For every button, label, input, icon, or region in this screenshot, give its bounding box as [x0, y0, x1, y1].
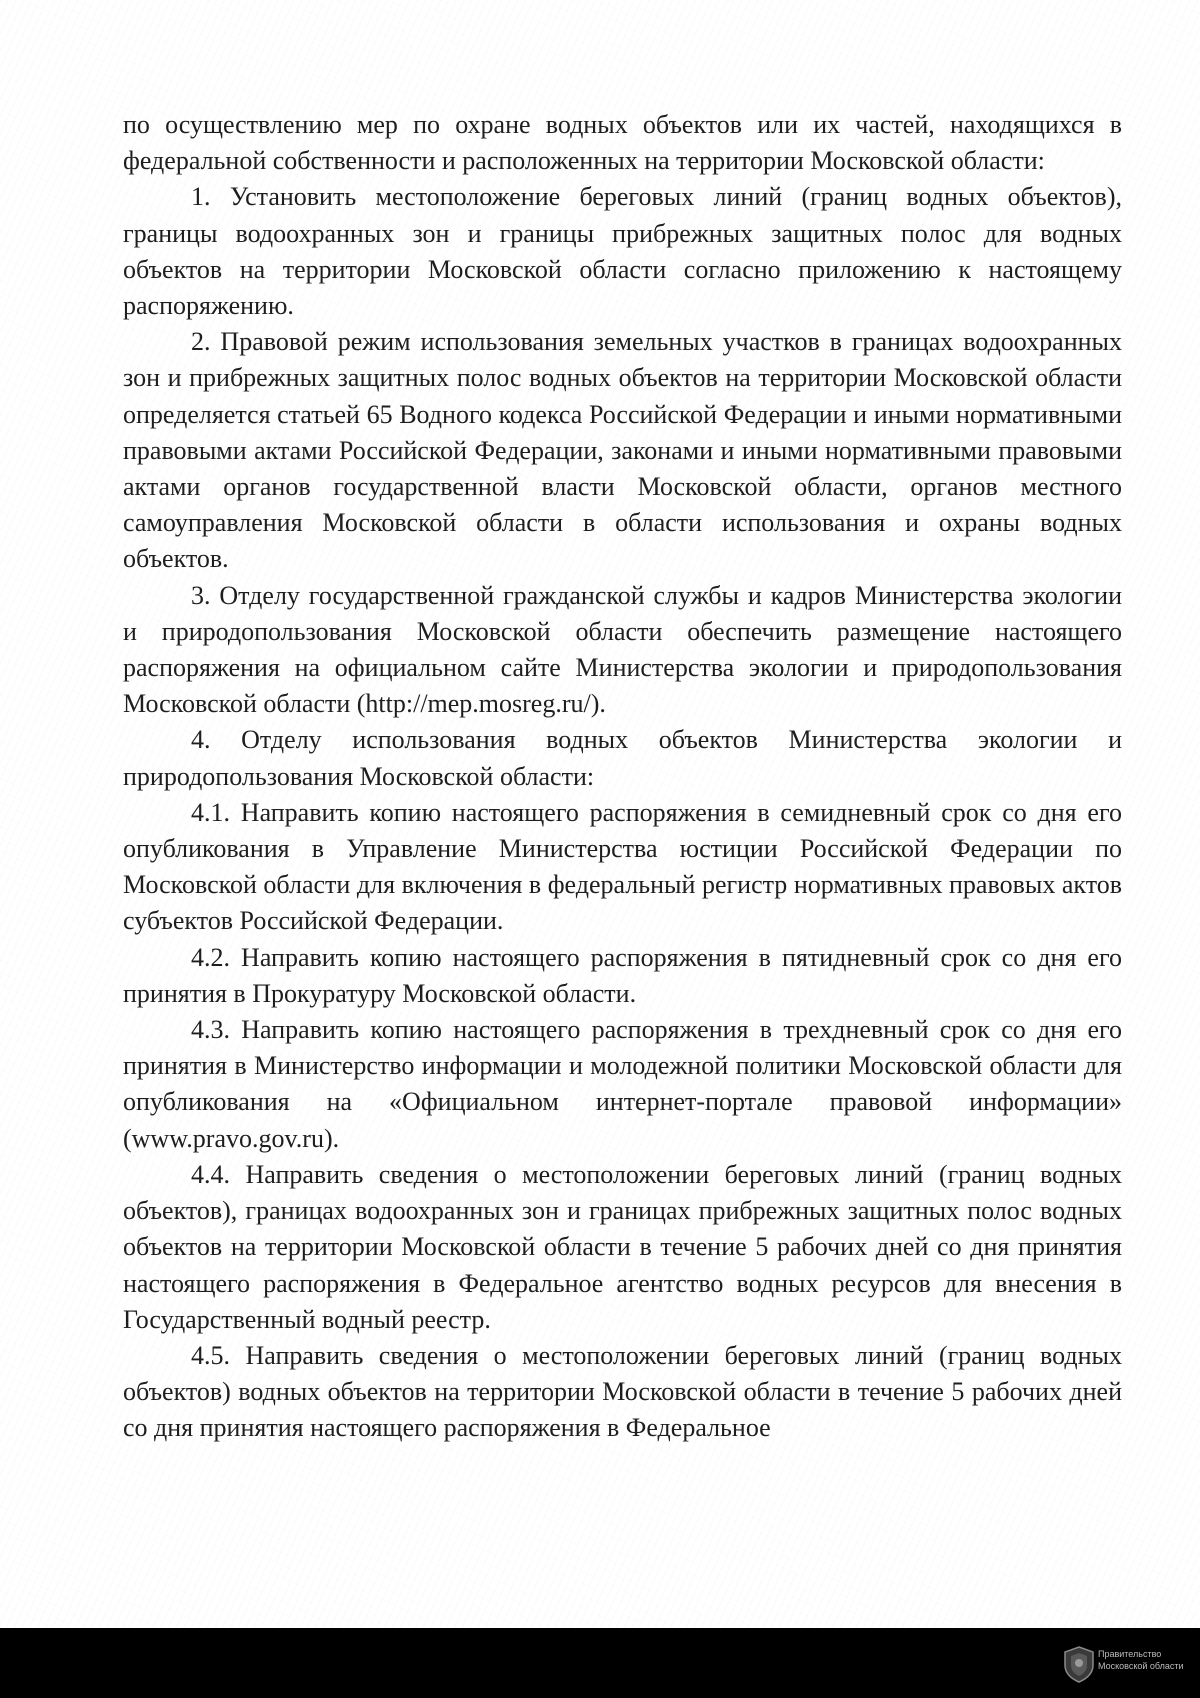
paragraph-1: 1. Установить местоположение береговых линий (границ водных объектов), границы водоохранных зон и границы прибрежных защитных полос для водных объектов на территории Московской области согласно приложению к настоящему распоряжению. [123, 182, 1122, 321]
document-body [123, 107, 1122, 1447]
coat-of-arms-icon [1062, 1645, 1096, 1683]
paragraph-2: 2. Правовой режим использования земельных участков в границах водоохранных зон и прибрежных защитных полос водных объектов на территории Московской области определяется статьей 65 Водного кодекса Российской Федерации и иными нормативными правовыми актами Российской Федерации, законами и иными нормативными правовыми актами органов государственной власти Московской области, органов местного самоуправления Московской области в области использования и охраны водных объектов. [123, 327, 1122, 574]
paragraph-3: 3. Отделу государственной гражданской службы и кадров Министерства экологии и природопользования Московской области обеспечить размещение настоящего распоряжения на официальном сайте Министерства экологии и природопользования Московской области (http://mep.mosreg.ru/). [123, 580, 1122, 719]
paragraph-4-5: 4.5. Направить сведения о местоположении береговых линий (границ водных объектов) водных объектов на территории Московской области в течение 5 рабочих дней со дня принятия настоящего распоряжения в Федеральное [123, 1340, 1122, 1443]
government-mark [1098, 1648, 1193, 1672]
paragraph-4-2: 4.2. Направить копию настоящего распоряжения в пятидневный срок со дня его принятия в Прокуратуру Московской области. [123, 942, 1122, 1008]
paragraph-4: 4. Отделу использования водных объектов Министерства экологии и природопользования Московской области: [123, 725, 1122, 791]
paragraph-intro: по осуществлению мер по охране водных объектов или их частей, находящихся в федеральной собственности и расположенных на территории Московской области: [123, 110, 1122, 176]
gov-mark-line1: Правительство [1098, 1649, 1162, 1659]
paragraph-4-4: 4.4. Направить сведения о местоположении береговых линий (границ водных объектов), границах водоохранных зон и границах прибрежных защитных полос водных объектов на территории Московской области в течение 5 рабочих дней со дня принятия настоящего распоряжения в Федеральное агентство водных ресурсов для внесения в Государственный водный реестр. [123, 1159, 1122, 1334]
paragraph-4-1: 4.1. Направить копию настоящего распоряжения в семидневный срок со дня его опубликования в Управление Министерства юстиции Российской Федерации по Московской области для включения в федеральный регистр нормативных правовых актов субъектов Российской Федерации. [123, 797, 1122, 936]
paragraph-4-3: 4.3. Направить копию настоящего распоряжения в трехдневный срок со дня его принятия в Министерство информации и молодежной политики Московской области для опубликования на «Официальном интернет-портале правовой информации» (www.pravo.gov.ru). [123, 1015, 1122, 1153]
gov-mark-line2: Московской области [1098, 1661, 1184, 1671]
footer-bar [0, 1628, 1200, 1698]
